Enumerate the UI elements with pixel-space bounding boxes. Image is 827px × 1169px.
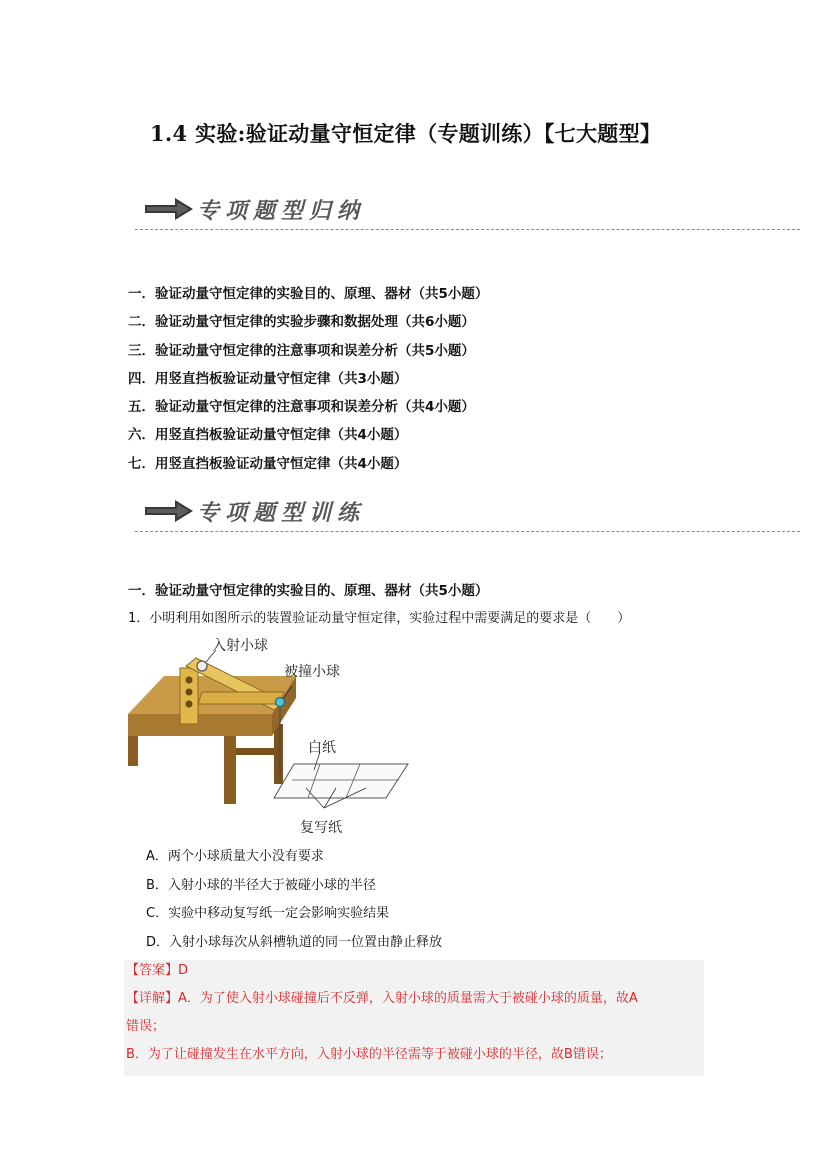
topic-item: 三．验证动量守恒定律的注意事项和误差分析（共5小题） [128, 342, 475, 359]
topic-item: 五．验证动量守恒定律的注意事项和误差分析（共4小题） [128, 399, 475, 416]
banner-divider [135, 229, 800, 230]
training-banner [135, 492, 800, 532]
topic-item: 二．验证动量守恒定律的实验步骤和数据处理（共6小题） [128, 314, 475, 331]
topic-list [128, 284, 728, 482]
explanation-line: 错误； [126, 1019, 166, 1034]
white-paper-label: 白纸 [308, 740, 336, 756]
topic-item: 七．用竖直挡板验证动量守恒定律（共4小题） [128, 455, 408, 472]
topic-item: 四．用竖直挡板验证动量守恒定律（共3小题） [128, 370, 408, 387]
apparatus-figure [124, 628, 414, 840]
arrow-right-icon [145, 196, 195, 222]
topic-item: 一．验证动量守恒定律的实验目的、原理、器材（共5小题） [128, 286, 489, 302]
option-c: C．实验中移动复写纸一定会影响实验结果 [146, 906, 390, 921]
section-heading: 一．验证动量守恒定律的实验目的、原理、器材（共5小题） [128, 583, 489, 599]
option-d: D．入射小球每次从斜槽轨道的同一位置由静止释放 [146, 934, 443, 950]
training-banner-label: 专项题型训练 [197, 500, 366, 526]
target-ball-label: 被撞小球 [284, 664, 340, 680]
question-stem: 1．小明利用如图所示的装置验证动量守恒定律，实验过程中需要满足的要求是（ ） [128, 611, 631, 626]
answer-options [146, 847, 442, 961]
option-a: A．两个小球质量大小没有要求 [146, 849, 324, 864]
summary-banner [135, 190, 800, 230]
page-title: 1.4 实验:验证动量守恒定律（专题训练）【七大题型】 [150, 121, 662, 146]
topic-item: 六．用竖直挡板验证动量守恒定律（共4小题） [128, 427, 408, 444]
explanation-line: 【详解】A．为了使入射小球碰撞后不反弹，入射小球的质量需大于被碰小球的质量，故A [126, 991, 638, 1006]
collision-apparatus-illustration [124, 628, 414, 840]
summary-banner-label: 专项题型归纳 [197, 198, 366, 224]
carbon-paper-label: 复写纸 [300, 820, 342, 836]
answer-explanation-box [124, 960, 704, 1076]
answer-line: 【答案】D [126, 963, 189, 978]
incident-ball-label: 入射小球 [212, 638, 268, 654]
banner-divider [135, 531, 800, 532]
explanation-line: B．为了让碰撞发生在水平方向，入射小球的半径需等于被碰小球的半径，故B错误； [126, 1047, 612, 1062]
option-b: B．入射小球的半径大于被碰小球的半径 [146, 877, 376, 893]
arrow-right-icon [145, 498, 195, 524]
